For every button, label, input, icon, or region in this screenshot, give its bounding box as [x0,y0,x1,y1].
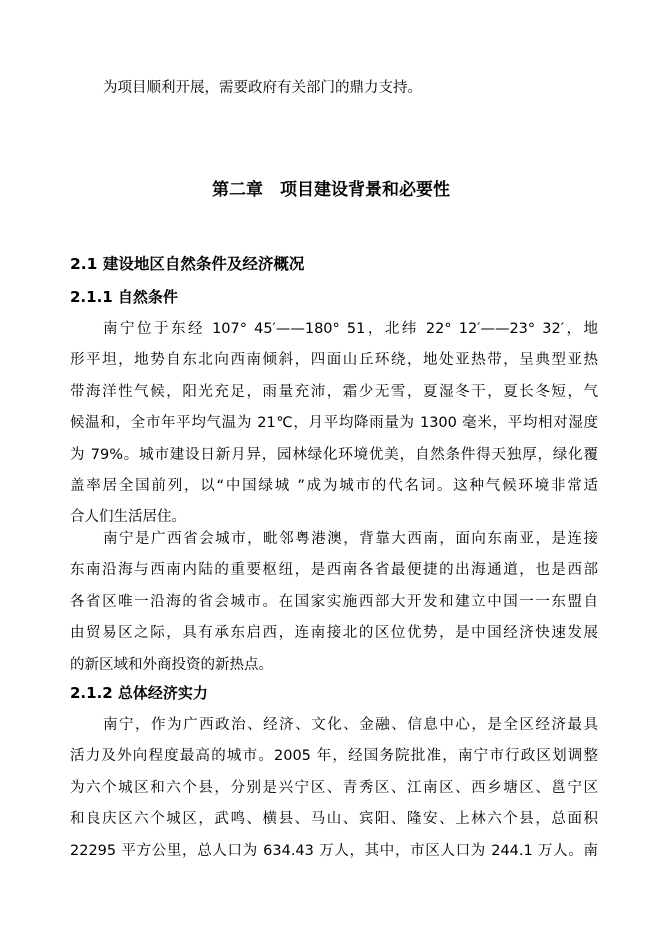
section-heading-2-1-2: 2.1.2 总体经济实力 [70,684,208,702]
continuation-line: 为项目顺利开展，需要政府有关部门的鼎力支持。 [103,80,422,96]
paragraph-line: 各省区唯一沿海的省会城市。在国家实施西部大开发和建立中国一一东盟自 [70,593,598,610]
paragraph-line: 候温和，全市年平均气温为 21℃，月平均降雨量为 1300 毫米，平均相对湿度 [70,415,598,432]
section-heading-2-1: 2.1 建设地区自然条件及经济概况 [70,255,305,273]
paragraph-line: 带海洋性气候，阳光充足，雨量充沛，霜少无雪，夏湿冬干，夏长冬短，气 [70,383,598,400]
paragraph-line: 活力及外向程度最高的城市。2005 年，经国务院批准，南宁市行政区划调整 [70,748,598,765]
paragraph-line: 形平坦，地势自东北向西南倾斜，四面山丘环绕，地处亚热带，呈典型亚热 [70,352,598,369]
paragraph-line: 由贸易区之际，具有承东启西，连南接北的区位优势，是中国经济快速发展 [70,625,598,642]
paragraph-line: 南宁，作为广西政治、经济、文化、金融、信息中心，是全区经济最具 [103,717,598,733]
paragraph-line: 22295 平方公里，总人口为 634.43 万人，其中，市区人口为 244.1 万人。南 [70,842,598,859]
paragraph-line: 南宁位于东经 107° 45′——180° 51，北纬 22° 12′——23° 32′，地 [103,321,598,337]
section-heading-2-1-1: 2.1.1 自然条件 [70,288,178,306]
paragraph-line: 合人们生活居住。 [70,509,186,526]
paragraph-line: 为六个城区和六个县，分别是兴宁区、青秀区、江南区、西乡塘区、邕宁区 [70,779,598,796]
chapter-title: 第二章 项目建设背景和必要性 [212,180,450,200]
paragraph-line: 南宁是广西省会城市，毗邻粤港澳，背靠大西南，面向东南亚，是连接 [103,531,598,547]
paragraph-natural-conditions-1 [70,314,598,534]
paragraph-line: 盖率居全国前列，以“中国绿城 ”成为城市的代名词。这种气候环境非常适 [70,477,598,494]
paragraph-line: 为 79%。城市建设日新月异，园林绿化环境优美，自然条件得天独厚，绿化覆 [70,446,598,463]
paragraph-natural-conditions-2 [70,524,598,681]
paragraph-line: 和良庆区六个城区，武鸣、横县、马山、宾阳、隆安、上林六个县，总面积 [70,811,598,828]
paragraph-line: 的新区域和外商投资的新热点。 [70,656,273,673]
paragraph-economic-strength [70,710,598,867]
paragraph-line: 东南沿海与西南内陆的重要枢纽，是西南各省最便捷的出海通道，也是西部 [70,562,598,579]
